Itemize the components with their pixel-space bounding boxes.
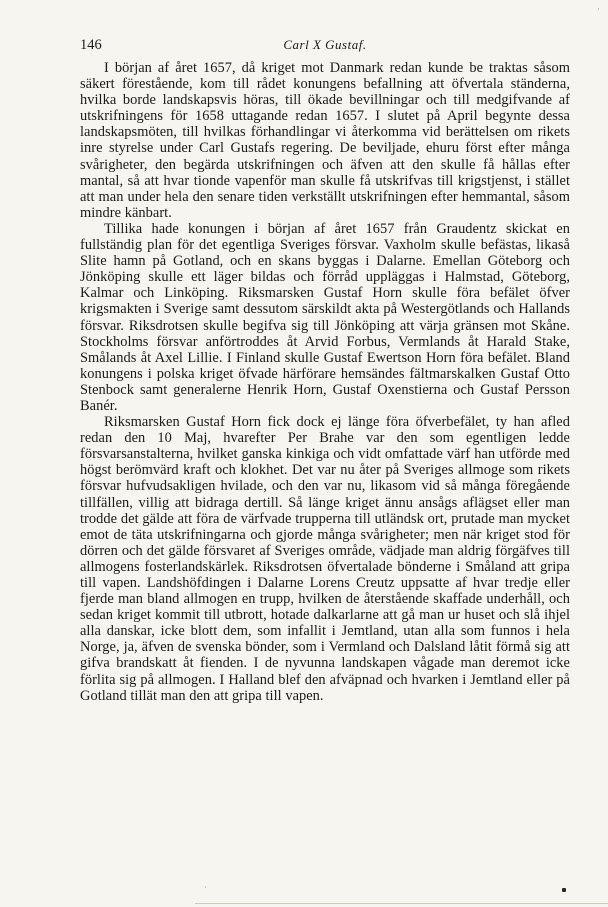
paragraph: Tillika hade konungen i början af året 1657 från Graudentz skickat en fullständig plan för det egentliga Sveriges försvar. Vaxholm skulle befästas, likaså Slite hamn på Gotland, och en skans byggas i Dalarne. Emellan Göteborg och Jönköping skulle ett läger bildas och förråd uppläggas i Halmstad, Göteborg, Kalmar och Linköping. Riksmarsken Gustaf Horn skulle föra befälet öfver krigsmakten i Sverige samt dessutom särskildt akta på Westergötlands och Hallands försvar. Riksdrotsen skulle begifva sig till Jönköping att värja gränsen mot Skåne. Stockholms försvar anförtroddes åt Arvid Forbus, Vermlands åt Harald Stake, Smålands åt Axel Lillie. I Finland skulle Gustaf Ewertson Horn föra befälet. Bland konungens i polska kriget öfvade härförare hemsändes fältmarskalken Gustaf Otto Stenbock samt generalerne Henrik Horn, Gustaf Oxenstierna och Gustaf Persson Banér.: [80, 220, 570, 414]
page-header: [80, 37, 570, 55]
scan-speck-mark: ·: [204, 882, 207, 892]
paragraph: Riksmarsken Gustaf Horn fick dock ej länge föra öfverbefälet, ty han afled redan den 10 Maj, hvarefter Per Brahe var den som egentligen ledde försvarsanstalterna, hvilket ganska kinkiga och vidt omfattade värf han utförde med högst berömvärd kraft och klokhet. Det var nu åter på Sveriges allmoge som rikets försvar hufvudsakligen hvilade, och den var nu, likasom vid så många föregående tillfällen, villig att bidraga dertill. Så länge kriget ännu ansågs aflägset eller man trodde det gälde att föra de värfvade trupperna till utländsk ort, prutade man mycket emot de täta utskrifningarna och gjorde många svårigheter; men när kriget stod för dörren och det gälde försvaret af Sveriges område, vädjade man aldrig förgäfves till allmogens fosterlandskärlek. Riksdrotsen öfvertalade bönderne i Småland att gripa till vapen. Landshöfdingen i Dalarne Lorens Creutz uppsatte af hvar tredje eller fjerde man bland allmogen en trupp, hvilken de återstående skaffade underhåll, och sedan kriget kommit till utbrott, hotade dalkarlarne att gå man ur huset och slå ihjel alla danskar, icke blott dem, som infallit i Jemtland, utan alla som funnos i hela Norge, ja, äfven de svenska bönder, som i Vermland och Dalsland låtit förmå sig att gifva brandskatt åt fienden. I de nyvunna landskapen vågade man deremot icke förlita sig på allmogen. I Halland blef den afväpnad och hvarken i Jemtland eller på Gotland tillät man den att gripa till vapen.: [80, 414, 570, 704]
body-text: [80, 60, 570, 704]
scan-edge-rule: [195, 903, 608, 904]
scan-speck-mark: ·: [597, 4, 600, 14]
scan-speck-mark: [562, 888, 566, 892]
page-number: 146: [80, 37, 102, 53]
paragraph: I början af året 1657, då kriget mot Danmark redan kunde be traktas såsom säkert förestående, kom till rådet konungens befallning att öfvertala ständerna, hvilka borde landskapsvis höras, till ökade bevillningar och till medgifvande af utskrifningens för 1658 uttagande redan 1657. I slutet på April begynte dessa landskapsmöten, till hvilkas förhandlingar vi återkomma vid berättelsen om rikets inre styrelse under Carl Gustafs regering. De beviljade, ehuru först efter många svårigheter, den begärda utskrifningen och äfven att den skulle få hållas efter mantal, så att hvar tionde vapenför man skulle få utskrifvas till krigstjenst, i stället att man under hela den senare tiden verkställt utskrifningen efter hemmantal, såsom mindre känbart.: [80, 60, 570, 221]
running-title: Carl X Gustaf.: [283, 37, 367, 52]
